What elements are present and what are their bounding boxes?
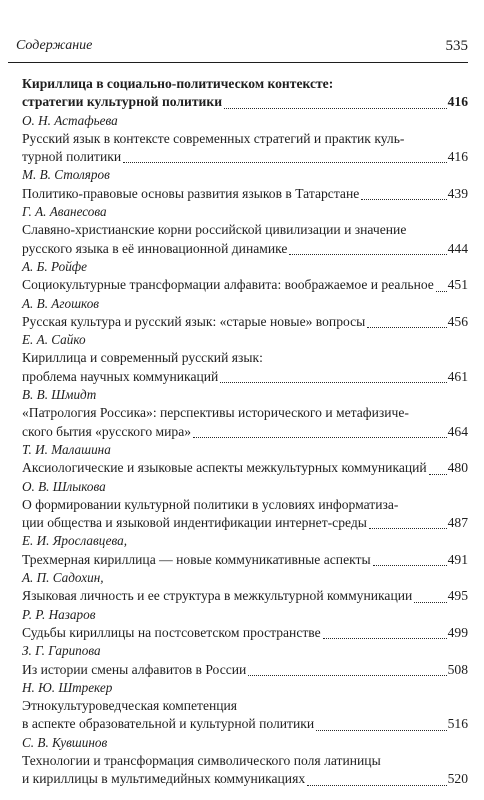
entry-page: 416 [447,149,468,165]
entry-title-text: Кириллица и современный русский язык: [22,350,263,366]
entry-title-line [22,148,468,166]
toc-entry [22,166,468,203]
entry-title-text: Славяно-христианские корни российской цивилизации и значение [22,222,407,238]
toc-entry [22,203,468,258]
entry-author: М. В. Столяров [22,167,110,183]
toc-entry [22,386,468,441]
dot-leader [289,253,446,255]
toc-entry [22,569,468,606]
entry-title-line [22,185,468,203]
entry-title-line [22,404,468,422]
entry-author: О. В. Шлыкова [22,478,106,494]
entry-page: 487 [447,515,468,531]
entry-author: С. В. Кувшинов [22,734,108,750]
entry-author: Е. А. Сайко [22,332,86,348]
entry-page: 461 [447,368,468,384]
toc-entry [22,478,468,533]
entry-title-line [22,715,468,733]
toc-entry [22,642,468,679]
entry-title-text: Языковая личность и ее структура в межкультурной коммуникации [22,588,413,604]
dot-leader [373,564,447,566]
toc-entry [22,532,468,569]
toc-entry [22,679,468,734]
entry-title-line [22,514,468,532]
dot-leader [323,637,447,639]
toc-entry [22,734,468,789]
running-header-section: Содержание [16,38,93,53]
entry-page: 439 [447,185,468,201]
toc-entry [22,331,468,386]
dot-leader [429,473,447,475]
entry-author: А. Б. Ройфе [22,258,88,274]
entry-page: 520 [447,771,468,787]
entry-title-text: О формировании культурной политики в условиях информатиза- [22,496,399,512]
entry-title-line [22,423,468,441]
entry-title-line [22,368,468,386]
entry-title-line [22,587,468,605]
entry-page: 456 [447,313,468,329]
entry-title-line [22,551,468,569]
dot-leader [369,527,447,529]
entry-title-text: Русский язык в контексте современных стратегий и практик куль- [22,130,405,146]
section-page: 416 [447,94,468,110]
running-header [8,38,468,63]
entry-title-text: турной политики [22,149,122,165]
entry-title-text: Политико-правовые основы развития языков в Татарстане [22,185,360,201]
entry-title-text: и кириллицы в мультимедийных коммуникациях [22,771,306,787]
entry-author: Е. И. Ярославцева, [22,533,128,549]
dot-leader [248,674,446,676]
entry-title-text: Русская культура и русский язык: «старые новые» вопросы [22,313,366,329]
entry-author: А. П. Садохин, [22,570,104,586]
entry-title-line [22,697,468,715]
entry-author: А. В. Агошков [22,295,100,311]
section-title-line-1: Кириллица в социально-политическом контексте: [22,76,334,91]
dot-leader [361,198,446,200]
entry-page: 499 [447,624,468,640]
entry-title-text: Судьбы кириллицы на постсоветском пространстве [22,624,321,640]
entry-title-text: Технологии и трансформация символического поля латиницы [22,752,381,768]
entry-title-text: Социокультурные трансформации алфавита: воображаемое и реальное [22,277,434,293]
dot-leader [316,729,446,731]
entry-page: 444 [447,240,468,256]
entry-title-line [22,496,468,514]
entry-author: Т. И. Малашина [22,441,111,457]
entry-author: Г. А. Аванесова [22,204,107,220]
dot-leader [414,601,446,603]
dot-leader [123,161,446,163]
entry-title-text: ского бытия «русского мира» [22,423,192,439]
entry-title-text: Из истории смены алфавитов в России [22,661,247,677]
dot-leader [436,290,447,292]
entry-author: Н. Ю. Штрекер [22,679,113,695]
entry-title-line [22,276,468,294]
entry-page: 516 [447,716,468,732]
entry-title-line [22,221,468,239]
toc-entry [22,258,468,295]
entry-author: Р. Р. Назаров [22,606,96,622]
dot-leader [193,436,447,438]
entry-title-line [22,661,468,679]
entry-title-text: Этнокультуроведческая компетенция [22,698,238,714]
toc-entry [22,606,468,643]
entry-author: О. Н. Астафьева [22,112,118,128]
entry-title-line [22,349,468,367]
entry-title-line [22,752,468,770]
entry-title-line [22,313,468,331]
entry-title-text: ции общества и языковой индентификации интернет-среды [22,515,367,531]
section-title-line-2: стратегии культурной политики 416 [22,93,468,111]
table-of-contents [22,75,468,789]
entry-author: В. В. Шмидт [22,387,97,403]
dot-leader [307,784,446,786]
entry-title-line [22,624,468,642]
toc-entry [22,112,468,167]
entry-page: 451 [447,277,468,293]
entry-title-text: Аксиологические и языковые аспекты межкультурных коммуникаций [22,460,427,476]
toc-entry [22,441,468,478]
toc-entry [22,295,468,332]
entry-author: З. Г. Гарипова [22,643,101,659]
entry-title-line [22,130,468,148]
dot-leader [224,107,447,109]
entry-title-text: Трехмерная кириллица — новые коммуникативные аспекты [22,551,371,567]
entry-page: 480 [447,460,468,476]
entry-page: 508 [447,661,468,677]
dot-leader [367,326,446,328]
entry-page: 464 [447,423,468,439]
entry-page: 491 [447,551,468,567]
page-number: 535 [445,38,468,54]
entry-page: 495 [447,588,468,604]
entry-title-text: русского языка в её инновационной динамике [22,240,288,256]
entry-title-text: проблема научных коммуникаций [22,368,219,384]
entry-title-line [22,770,468,788]
entry-title-text: в аспекте образовательной и культурной политики [22,716,315,732]
toc-entries [22,112,468,789]
entry-title-text: «Патрология Россика»: перспективы исторического и метафизиче- [22,405,409,421]
entry-title-line [22,459,468,477]
dot-leader [220,381,446,383]
entry-title-line [22,240,468,258]
